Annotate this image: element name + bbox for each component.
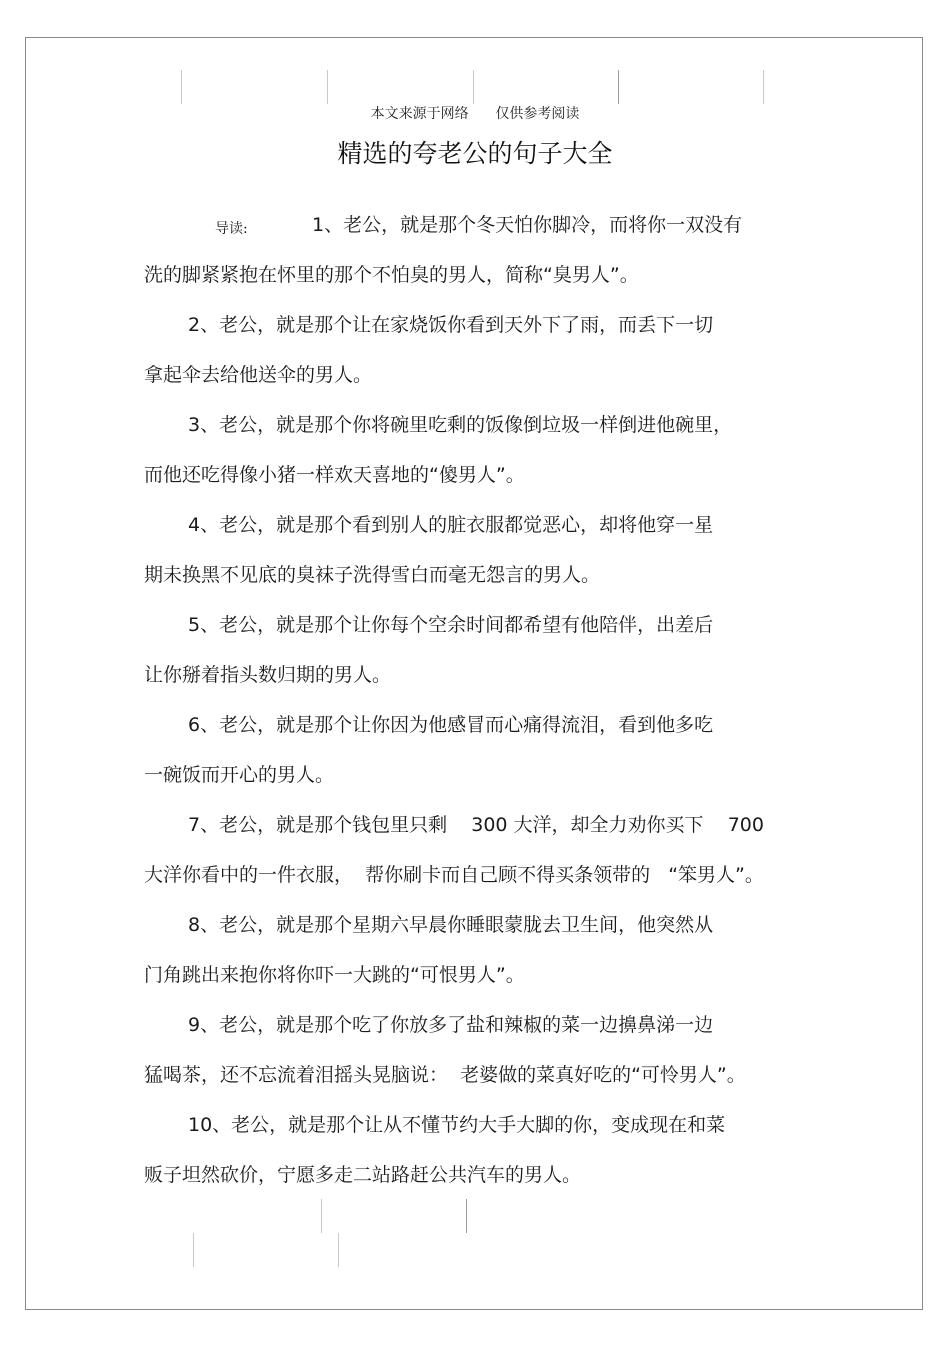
intro-label: 导读: [215, 221, 248, 237]
source-note: 本文来源于网络 仅供参考阅读 [370, 106, 580, 122]
item-7-first-line: 7、老公，就是那个钱包里只剩 300 大洋，却全力劝你买下 700 [188, 814, 764, 836]
item-1-first-line: 1、老公，就是那个冬天怕你脚冷，而将你一双没有 [312, 214, 743, 236]
page-title: 精选的夸老公的句子大全 [337, 139, 613, 168]
item-3-second-line: 而他还吃得像小猪一样欢天喜地的“傻男人”。 [144, 464, 525, 486]
scan-line [327, 70, 328, 104]
item-9-second-line: 猛喝茶，还不忘流着泪摇头晃脑说： 老婆做的菜真好吃的“可怜男人”。 [144, 1064, 746, 1086]
item-3-first-line: 3、老公，就是那个你将碗里吃剩的饭像倒垃圾一样倒进他碗里， [188, 414, 733, 436]
scan-line [618, 70, 619, 104]
item-10-second-line: 贩子坦然砍价，宁愿多走二站路赶公共汽车的男人。 [144, 1164, 582, 1186]
item-4-second-line: 期未换黑不见底的臭袜子洗得雪白而毫无怨言的男人。 [144, 564, 601, 586]
item-9-first-line: 9、老公，就是那个吃了你放多了盐和辣椒的菜一边擤鼻涕一边 [188, 1014, 714, 1036]
item-8-first-line: 8、老公，就是那个星期六早晨你睡眼蒙胧去卫生间，他突然从 [188, 914, 714, 936]
item-6-second-line: 一碗饭而开心的男人。 [144, 764, 335, 786]
scan-line [473, 70, 474, 104]
item-1-second-line: 洗的脚紧紧抱在怀里的那个不怕臭的男人，简称“臭男人”。 [144, 264, 639, 286]
item-8-second-line: 门角跳出来抱你将你吓一大跳的“可恨男人”。 [144, 964, 525, 986]
scan-line [193, 1233, 194, 1267]
scan-line [763, 70, 764, 104]
scan-line [338, 1233, 339, 1267]
item-6-first-line: 6、老公，就是那个让你因为他感冒而心痛得流泪，看到他多吃 [188, 714, 714, 736]
item-5-second-line: 让你掰着指头数归期的男人。 [144, 664, 392, 686]
scan-line [321, 1199, 322, 1233]
item-2-second-line: 拿起伞去给他送伞的男人。 [144, 364, 373, 386]
item-10-first-line: 10、老公，就是那个让从不懂节约大手大脚的你，变成现在和菜 [188, 1114, 726, 1136]
scan-line [466, 1199, 467, 1233]
item-7-second-line: 大洋你看中的一件衣服， 帮你刷卡而自己顾不得买条领带的 “笨男人”。 [144, 864, 764, 886]
item-2-first-line: 2、老公，就是那个让在家烧饭你看到天外下了雨，而丢下一切 [188, 314, 714, 336]
item-4-first-line: 4、老公，就是那个看到别人的脏衣服都觉恶心，却将他穿一星 [188, 514, 714, 536]
scan-line [181, 70, 182, 104]
item-5-first-line: 5、老公，就是那个让你每个空余时间都希望有他陪伴，出差后 [188, 614, 714, 636]
